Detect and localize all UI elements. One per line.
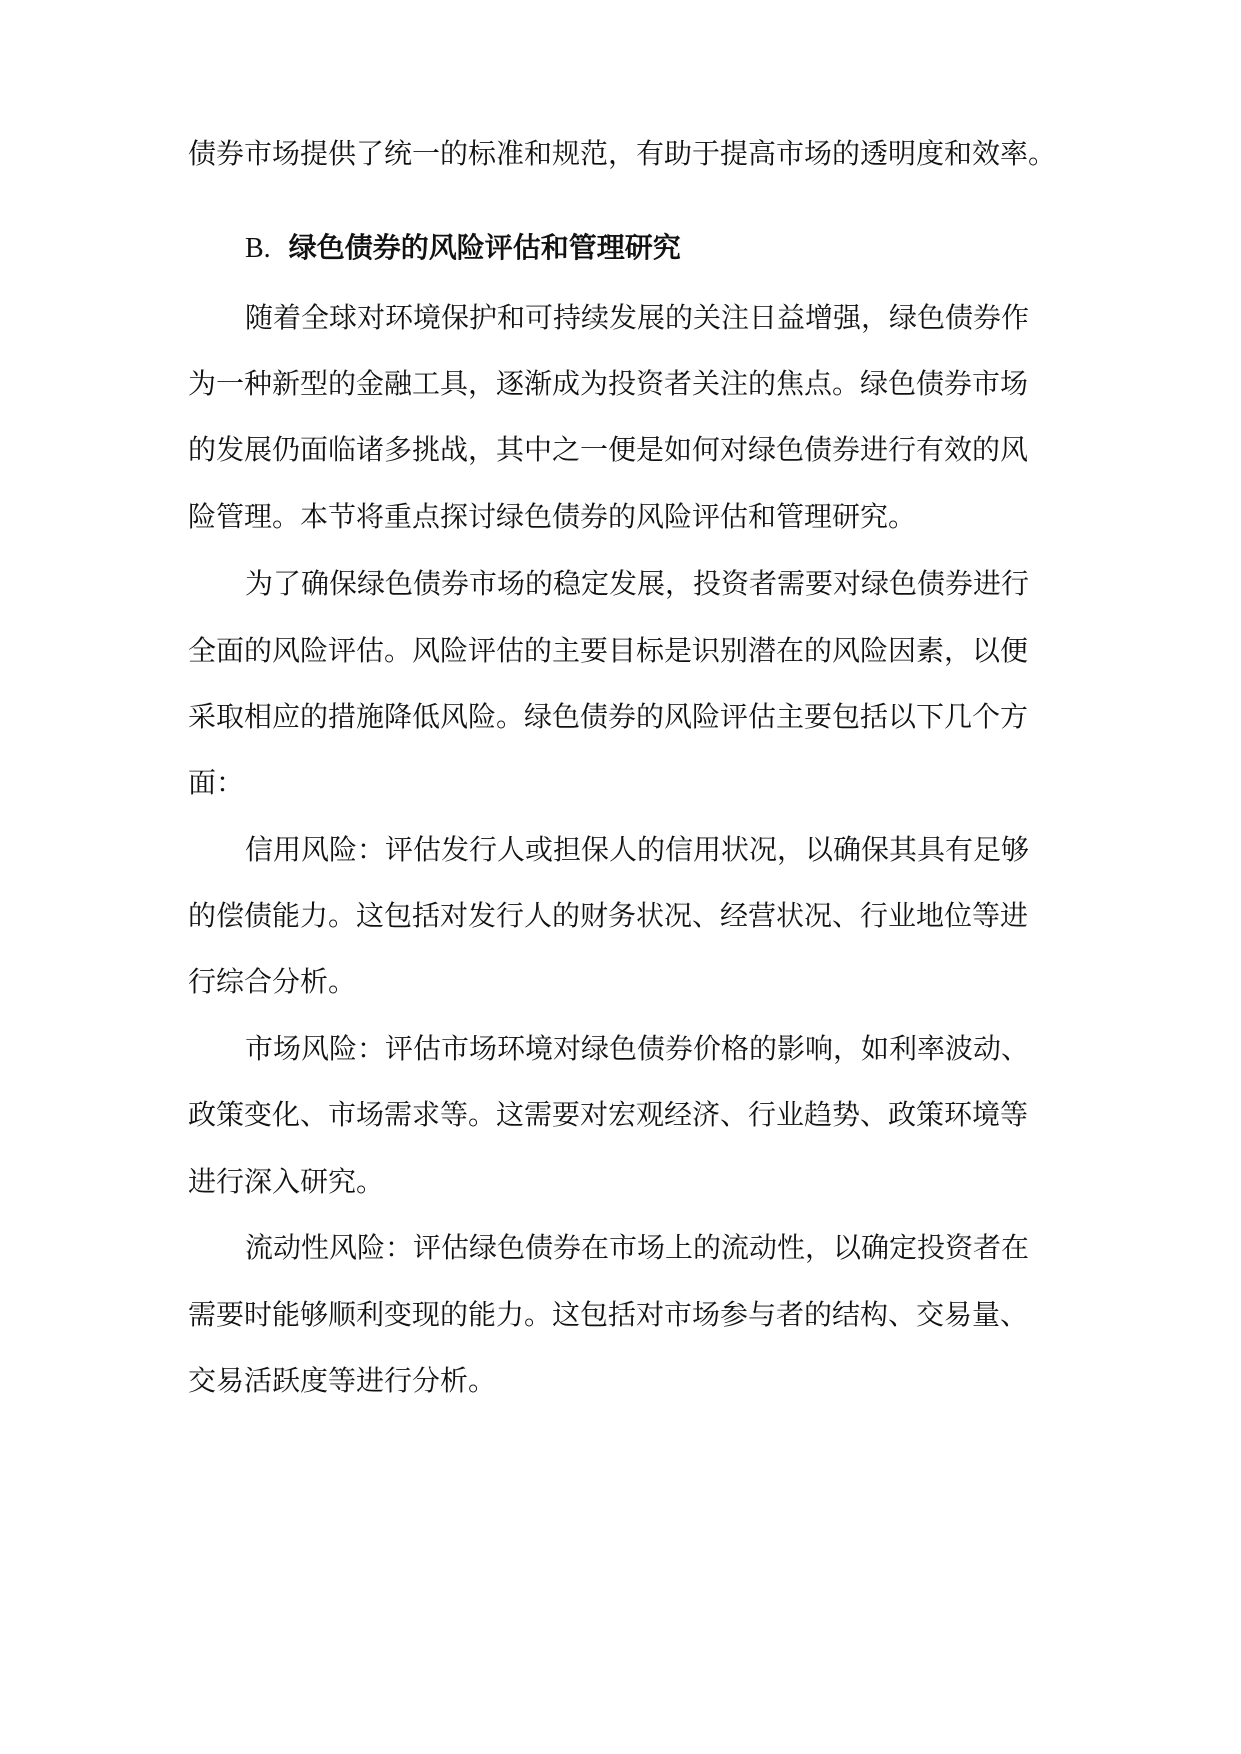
paragraph-line: 市场风险：评估市场环境对绿色债券价格的影响，如利率波动、 [245, 1032, 1030, 1065]
paragraph-line: 的偿债能力。这包括对发行人的财务状况、经营状况、行业地位等进 [188, 899, 1029, 932]
paragraph-line: 全面的风险评估。风险评估的主要目标是识别潜在的风险因素，以便 [188, 634, 1029, 667]
paragraph-line: 险管理。本节将重点探讨绿色债券的风险评估和管理研究。 [188, 500, 917, 533]
paragraph-line: 交易活跃度等进行分析。 [188, 1364, 497, 1397]
section-heading [245, 228, 681, 269]
section-title: 绿色债券的风险评估和管理研究 [288, 231, 681, 264]
paragraph-line: 债券市场提供了统一的标准和规范，有助于提高市场的透明度和效率。 [188, 137, 1057, 170]
paragraph-line: 信用风险：评估发行人或担保人的信用状况，以确保其具有足够 [245, 833, 1030, 866]
paragraph-line: 为了确保绿色债券市场的稳定发展，投资者需要对绿色债券进行 [245, 567, 1030, 600]
paragraph-line: 需要时能够顺利变现的能力。这包括对市场参与者的结构、交易量、 [188, 1298, 1029, 1331]
paragraph-line: 进行深入研究。 [188, 1165, 385, 1198]
paragraph-line: 采取相应的措施降低风险。绿色债券的风险评估主要包括以下几个方 [188, 700, 1029, 733]
paragraph-line: 随着全球对环境保护和可持续发展的关注日益增强，绿色债券作 [245, 301, 1030, 334]
paragraph-line: 的发展仍面临诸多挑战，其中之一便是如何对绿色债券进行有效的风 [188, 433, 1029, 466]
paragraph-line: 面： [188, 766, 245, 799]
paragraph-line: 政策变化、市场需求等。这需要对宏观经济、行业趋势、政策环境等 [188, 1098, 1029, 1131]
paragraph-line: 流动性风险：评估绿色债券在市场上的流动性，以确定投资者在 [245, 1231, 1030, 1264]
paragraph-line: 为一种新型的金融工具，逐渐成为投资者关注的焦点。绿色债券市场 [188, 367, 1029, 400]
section-number: B. [245, 233, 271, 264]
paragraph-line: 行综合分析。 [188, 965, 357, 998]
